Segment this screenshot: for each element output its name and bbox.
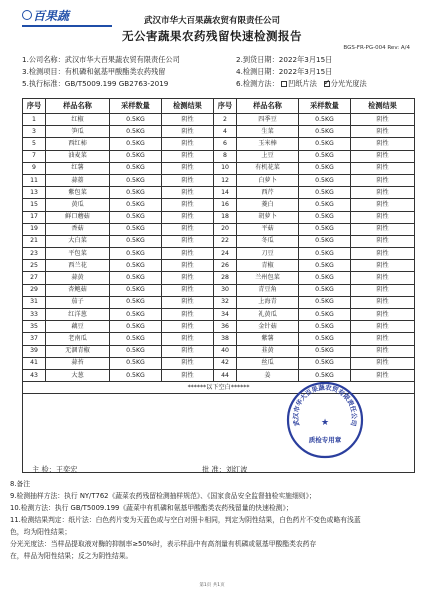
table-cell: 0.5KG bbox=[299, 296, 351, 308]
table-row bbox=[23, 126, 415, 138]
column-header: 采样数量 bbox=[110, 99, 162, 114]
column-header: 序号 bbox=[214, 99, 237, 114]
table-cell: 0.5KG bbox=[299, 150, 351, 162]
company-name: 武汉市华大百果蔬农贸有限责任公司 bbox=[143, 16, 280, 26]
table-cell: 0.5KG bbox=[299, 357, 351, 369]
table-cell: 油麦菜 bbox=[46, 150, 110, 162]
table-cell: 阴性 bbox=[351, 260, 415, 272]
table-cell: 阴性 bbox=[162, 345, 214, 357]
table-cell: 0.5KG bbox=[299, 333, 351, 345]
table-cell: 礼黄瓜 bbox=[237, 309, 299, 321]
table-cell: 0.5KG bbox=[299, 284, 351, 296]
table-row bbox=[23, 296, 415, 308]
table-cell: 阴性 bbox=[351, 272, 415, 284]
table-cell: 28 bbox=[214, 272, 237, 284]
column-header: 样品名称 bbox=[237, 99, 299, 114]
table-cell: 阴性 bbox=[351, 138, 415, 150]
table-cell: 阴性 bbox=[351, 309, 415, 321]
table-cell: 西红柿 bbox=[46, 138, 110, 150]
table-row bbox=[23, 235, 415, 247]
table-row bbox=[23, 321, 415, 333]
table-cell: 0.5KG bbox=[110, 199, 162, 211]
seal-star-icon: ★ bbox=[320, 418, 330, 428]
table-cell: 0.5KG bbox=[110, 235, 162, 247]
table-cell: 0.5KG bbox=[299, 126, 351, 138]
table-row bbox=[23, 357, 415, 369]
table-cell: 阴性 bbox=[162, 260, 214, 272]
table-cell: 42 bbox=[214, 357, 237, 369]
table-cell: 0.5KG bbox=[110, 284, 162, 296]
table-row bbox=[23, 174, 415, 186]
table-row bbox=[23, 211, 415, 223]
table-cell: 0.5KG bbox=[110, 296, 162, 308]
checker-signature: 主 检：王奕宏 bbox=[32, 465, 78, 474]
table-cell: 金针菇 bbox=[237, 321, 299, 333]
table-cell: 0.5KG bbox=[110, 357, 162, 369]
table-cell: 36 bbox=[214, 321, 237, 333]
table-row bbox=[23, 223, 415, 235]
table-cell: 青椒 bbox=[237, 260, 299, 272]
table-cell: 杏鲍菇 bbox=[46, 284, 110, 296]
table-cell: 38 bbox=[214, 333, 237, 345]
table-cell: 35 bbox=[23, 321, 46, 333]
note-method: 10.检测方法：执行 GB/T5009.199《蔬菜中有机磷和氨基甲酸酯类农药残留量的快速检测》； bbox=[10, 504, 293, 512]
table-cell: 0.5KG bbox=[110, 333, 162, 345]
table-cell: 31 bbox=[23, 296, 46, 308]
table-cell: 8 bbox=[214, 150, 237, 162]
info-method bbox=[236, 79, 367, 89]
table-cell: 12 bbox=[214, 174, 237, 186]
table-cell: 11 bbox=[23, 174, 46, 186]
table-cell: 0.5KG bbox=[110, 150, 162, 162]
approver-signature: 批 准：刘红波 bbox=[202, 465, 248, 474]
table-cell: 27 bbox=[23, 272, 46, 284]
table-cell: 西芹 bbox=[237, 187, 299, 199]
table-cell: 9 bbox=[23, 162, 46, 174]
table-cell: 0.5KG bbox=[299, 235, 351, 247]
table-cell: 37 bbox=[23, 333, 46, 345]
table-cell: 阴性 bbox=[162, 199, 214, 211]
table-cell: 17 bbox=[23, 211, 46, 223]
table-cell: 大白菜 bbox=[46, 235, 110, 247]
table-cell: 14 bbox=[214, 187, 237, 199]
column-header: 检测结果 bbox=[351, 99, 415, 114]
table-cell: 韭黄 bbox=[237, 345, 299, 357]
company-seal bbox=[285, 380, 365, 460]
table-cell: 23 bbox=[23, 248, 46, 260]
table-row bbox=[23, 333, 415, 345]
table-cell: 0.5KG bbox=[299, 260, 351, 272]
table-cell: 阴性 bbox=[351, 296, 415, 308]
table-cell: 阴性 bbox=[351, 150, 415, 162]
table-cell: 阴性 bbox=[351, 199, 415, 211]
table-cell: 0.5KG bbox=[110, 345, 162, 357]
table-cell: 阴性 bbox=[351, 248, 415, 260]
table-cell: 0.5KG bbox=[110, 187, 162, 199]
table-cell: 34 bbox=[214, 309, 237, 321]
table-cell: 0.5KG bbox=[299, 162, 351, 174]
table-cell: 15 bbox=[23, 199, 46, 211]
table-cell: 30 bbox=[214, 284, 237, 296]
table-cell: 阴性 bbox=[162, 321, 214, 333]
table-cell: 阴性 bbox=[162, 235, 214, 247]
table-cell: 24 bbox=[214, 248, 237, 260]
note-remark: 8.备注 bbox=[10, 480, 31, 488]
table-cell: 平菇 bbox=[237, 223, 299, 235]
table-cell: 阴性 bbox=[162, 369, 214, 381]
table-cell: 阴性 bbox=[351, 333, 415, 345]
table-cell: 0.5KG bbox=[299, 309, 351, 321]
table-cell: 0.5KG bbox=[110, 260, 162, 272]
table-cell: 阴性 bbox=[351, 345, 415, 357]
table-cell: 阴性 bbox=[162, 357, 214, 369]
table-cell: 西兰花 bbox=[46, 260, 110, 272]
table-cell: 阴性 bbox=[351, 235, 415, 247]
table-cell: 0.5KG bbox=[110, 138, 162, 150]
table-cell: 33 bbox=[23, 309, 46, 321]
table-cell: 0.5KG bbox=[299, 138, 351, 150]
info-arrival-date: 2.到货日期：2022年3月15日 bbox=[236, 55, 333, 64]
table-cell: 40 bbox=[214, 345, 237, 357]
table-cell: 0.5KG bbox=[110, 126, 162, 138]
table-cell: 0.5KG bbox=[299, 369, 351, 381]
table-cell: 26 bbox=[214, 260, 237, 272]
note-judgement-2: 色，均为阳性结果； bbox=[10, 528, 72, 536]
table-cell: 0.5KG bbox=[299, 211, 351, 223]
table-cell: 胡萝卜 bbox=[237, 211, 299, 223]
table-cell: 0.5KG bbox=[110, 162, 162, 174]
table-cell: 阴性 bbox=[351, 114, 415, 126]
table-cell: 茄子 bbox=[46, 296, 110, 308]
table-cell: 玉米棒 bbox=[237, 138, 299, 150]
table-cell: 阴性 bbox=[162, 248, 214, 260]
table-cell: 0.5KG bbox=[299, 174, 351, 186]
table-cell: 阴性 bbox=[351, 211, 415, 223]
table-cell: 41 bbox=[23, 357, 46, 369]
note-spectro-1: 分光光度法：当样品提取液对酶的抑制率≥50%时，表示样品中有高剂量有机磷或氨基甲酸酯类农药存 bbox=[10, 540, 317, 548]
table-cell: 鲜口蘑菇 bbox=[46, 211, 110, 223]
table-cell: 红椒 bbox=[46, 114, 110, 126]
table-cell: 0.5KG bbox=[299, 248, 351, 260]
table-cell: 阴性 bbox=[162, 114, 214, 126]
table-cell: 0.5KG bbox=[299, 321, 351, 333]
table-cell: 0.5KG bbox=[110, 174, 162, 186]
table-cell: 阴性 bbox=[162, 333, 214, 345]
table-cell: 29 bbox=[23, 284, 46, 296]
table-cell: 22 bbox=[214, 235, 237, 247]
table-cell: 姜 bbox=[237, 369, 299, 381]
table-cell: 0.5KG bbox=[110, 248, 162, 260]
table-cell: 大葱 bbox=[46, 369, 110, 381]
table-cell: 阴性 bbox=[162, 187, 214, 199]
table-cell: 0.5KG bbox=[299, 114, 351, 126]
table-row bbox=[23, 309, 415, 321]
table-cell: 2 bbox=[214, 114, 237, 126]
info-standard: 5.执行标准：GB/T5009.199 GB2763-2019 bbox=[22, 79, 169, 88]
table-cell: 18 bbox=[214, 211, 237, 223]
table-cell: 上海青 bbox=[237, 296, 299, 308]
table-cell: 3 bbox=[23, 126, 46, 138]
method-checkbox-spectro[interactable] bbox=[324, 81, 330, 87]
table-cell: 阴性 bbox=[162, 138, 214, 150]
table-cell: 阴性 bbox=[162, 309, 214, 321]
table-cell: 0.5KG bbox=[299, 187, 351, 199]
table-cell: 0.5KG bbox=[299, 223, 351, 235]
table-cell: 蒜苔 bbox=[46, 357, 110, 369]
table-cell: 44 bbox=[214, 369, 237, 381]
table-cell: 无涸青椒 bbox=[46, 345, 110, 357]
table-cell: 0.5KG bbox=[110, 309, 162, 321]
table-cell: 阴性 bbox=[162, 162, 214, 174]
column-header: 检测结果 bbox=[162, 99, 214, 114]
table-cell: 0.5KG bbox=[110, 211, 162, 223]
table-cell: 0.5KG bbox=[110, 114, 162, 126]
note-judgement-1: 11.检测结果判定：纸片法：白色药片变为天蓝色或与空白对照卡相同，判定为阴性结果，白色药片不变色或略有浅蓝 bbox=[10, 516, 361, 524]
table-cell: 阴性 bbox=[351, 174, 415, 186]
report-title: 无公害蔬果农药残留快速检测报告 bbox=[122, 29, 302, 43]
table-row bbox=[23, 272, 415, 284]
table-cell: 菱白 bbox=[237, 199, 299, 211]
table-cell: 0.5KG bbox=[110, 321, 162, 333]
table-cell: 蒜薹 bbox=[46, 174, 110, 186]
info-test-item: 3.检测项目：有机磷和氨基甲酸酯类农药残留 bbox=[22, 67, 166, 76]
table-cell: 13 bbox=[23, 187, 46, 199]
table-cell: 笋瓜 bbox=[46, 126, 110, 138]
table-cell: 19 bbox=[23, 223, 46, 235]
table-cell: 紫薯 bbox=[237, 333, 299, 345]
logo-text: 百果蔬 bbox=[33, 9, 70, 23]
table-cell: 有机花菜 bbox=[237, 162, 299, 174]
table-row bbox=[23, 114, 415, 126]
table-cell: 39 bbox=[23, 345, 46, 357]
method-checkbox-paper[interactable] bbox=[281, 81, 287, 87]
note-sampling: 9.检测抽样方法：执行 NY/T762《蔬菜农药残留检测抽样规范》、《国家食品安全监督抽检实施细则》； bbox=[10, 492, 316, 500]
table-cell: 阴性 bbox=[351, 187, 415, 199]
table-cell: 阴性 bbox=[351, 369, 415, 381]
table-cell: 20 bbox=[214, 223, 237, 235]
table-row bbox=[23, 138, 415, 150]
method-label: 6.检测方法： bbox=[236, 79, 279, 88]
table-cell: 0.5KG bbox=[299, 199, 351, 211]
table-row bbox=[23, 260, 415, 272]
table-cell: 青豆角 bbox=[237, 284, 299, 296]
table-row bbox=[23, 162, 415, 174]
table-cell: 阴性 bbox=[351, 357, 415, 369]
table-cell: 阴性 bbox=[162, 284, 214, 296]
table-cell: 香菇 bbox=[46, 223, 110, 235]
table-row bbox=[23, 284, 415, 296]
table-row bbox=[23, 150, 415, 162]
table-cell: 平包菜 bbox=[46, 248, 110, 260]
table-cell: 红薯 bbox=[46, 162, 110, 174]
table-cell: 紫包菜 bbox=[46, 187, 110, 199]
table-cell: 阴性 bbox=[162, 126, 214, 138]
table-cell: 丝瓜 bbox=[237, 357, 299, 369]
table-cell: 阴性 bbox=[162, 296, 214, 308]
table-cell: 5 bbox=[23, 138, 46, 150]
column-header: 样品名称 bbox=[46, 99, 110, 114]
table-cell: 四季豆 bbox=[237, 114, 299, 126]
table-cell: 阴性 bbox=[162, 150, 214, 162]
table-cell: 阴性 bbox=[162, 223, 214, 235]
table-cell: 刀豆 bbox=[237, 248, 299, 260]
table-cell: 藕豆 bbox=[46, 321, 110, 333]
column-header: 序号 bbox=[23, 99, 46, 114]
table-cell: 蒜黄 bbox=[46, 272, 110, 284]
table-cell: 0.5KG bbox=[110, 223, 162, 235]
table-cell: 阴性 bbox=[351, 321, 415, 333]
table-cell: 白萝卜 bbox=[237, 174, 299, 186]
document-number: BGS-FR-PG-004 Rev: A/4 bbox=[343, 45, 410, 51]
table-cell: 1 bbox=[23, 114, 46, 126]
table-row bbox=[23, 248, 415, 260]
method-option-spectro: 分光光度法 bbox=[330, 79, 367, 88]
table-cell: 兰州包菜 bbox=[237, 272, 299, 284]
table-cell: 上豆 bbox=[237, 150, 299, 162]
table-row bbox=[23, 199, 415, 211]
table-cell: 43 bbox=[23, 369, 46, 381]
table-cell: 32 bbox=[214, 296, 237, 308]
info-client: 1.公司名称：武汉市华大百果蔬农贸有限责任公司 bbox=[22, 55, 180, 64]
note-spectro-2: 在，样品为阳性结果；反之为阴性结果。 bbox=[10, 552, 133, 560]
table-cell: 冬瓜 bbox=[237, 235, 299, 247]
table-cell: 黄瓜 bbox=[46, 199, 110, 211]
blank-note: ******以下空白****** bbox=[23, 382, 415, 394]
table-cell: 16 bbox=[214, 199, 237, 211]
table-cell: 21 bbox=[23, 235, 46, 247]
column-header: 采样数量 bbox=[299, 99, 351, 114]
table-cell: 0.5KG bbox=[299, 345, 351, 357]
table-cell: 25 bbox=[23, 260, 46, 272]
table-cell: 红洋葱 bbox=[46, 309, 110, 321]
table-cell: 6 bbox=[214, 138, 237, 150]
table-cell: 0.5KG bbox=[110, 369, 162, 381]
table-cell: 阴性 bbox=[351, 284, 415, 296]
table-cell: 阴性 bbox=[351, 126, 415, 138]
table-cell: 7 bbox=[23, 150, 46, 162]
info-test-date: 4.检测日期：2022年3月15日 bbox=[236, 67, 333, 76]
table-cell: 阴性 bbox=[162, 211, 214, 223]
table-cell: 阴性 bbox=[162, 272, 214, 284]
table-row bbox=[23, 187, 415, 199]
table-cell: 0.5KG bbox=[299, 272, 351, 284]
table-cell: 阴性 bbox=[162, 174, 214, 186]
table-cell: 4 bbox=[214, 126, 237, 138]
table-cell: 阴性 bbox=[351, 223, 415, 235]
table-cell: 0.5KG bbox=[110, 272, 162, 284]
seal-label: 质检专用章 bbox=[308, 436, 342, 444]
page-footer: 第1页 共1页 bbox=[199, 583, 225, 588]
table-cell: 老南瓜 bbox=[46, 333, 110, 345]
table-cell: 10 bbox=[214, 162, 237, 174]
table-header-row bbox=[23, 99, 415, 114]
method-option-paper: 凹纸片法 bbox=[288, 79, 317, 88]
table-cell: 阴性 bbox=[351, 162, 415, 174]
table-cell: 生菜 bbox=[237, 126, 299, 138]
seal-arc-text: 武汉市华大百果蔬农贸有限责任公司 bbox=[291, 383, 359, 427]
table-row bbox=[23, 345, 415, 357]
